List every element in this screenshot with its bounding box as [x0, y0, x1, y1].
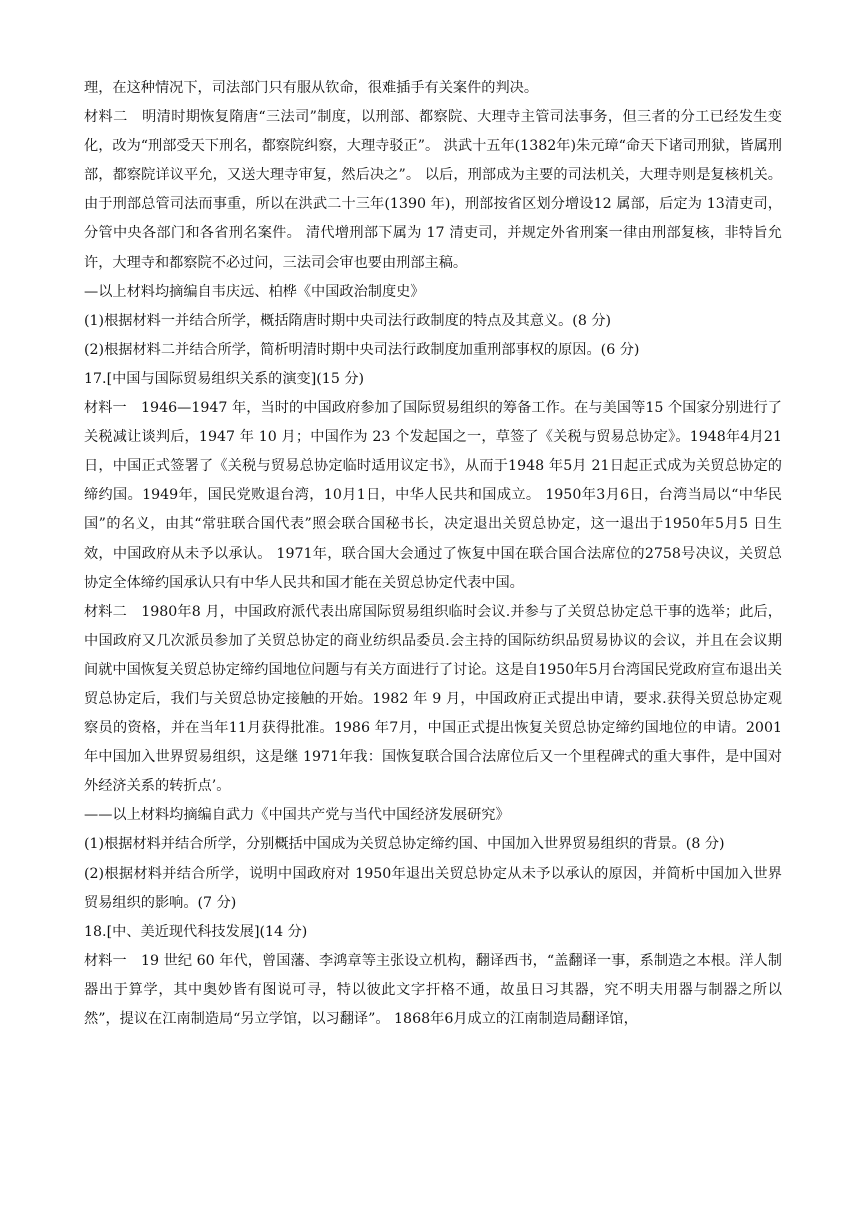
paragraph: 材料二 明清时期恢复隋唐“三法司”制度，以刑部、都察院、大理寺主管司法事务，但三者的分工已经发生变化，改为“刑部受天下刑名，都察院纠察，大理寺驳正”。 洪武十五年(1382年)朱元璋“命天下诸司刑狱，皆属刑部，都察院详议平允，又送大理寺审复，然后决之”。 以后，刑部成为主要的司法机关，大理寺则是复核机关。 由于刑部总管司法而事重，所以在洪武二十三年(1390 年)，刑部按省区划分增设12 属部，后定为 13清吏司，分管中央各部门和各省刑名案件。 清代增刑部下属为 17 清吏司，并规定外省刑案一律由刑部复核，非特旨允许，大理寺和都察院不必过问，三法司会审也要由刑部主稿。 [84, 109, 782, 271]
source-citation: ——以上材料均摘编自武力《中国共产党与当代中国经济发展研究》 [84, 807, 510, 824]
source-citation: —以上材料均摘编自韦庆远、柏桦《中国政治制度史》 [84, 283, 425, 300]
question: (2)根据材料二并结合所学，简析明清时期中央司法行政制度加重刑部事权的原因。(6 分) [84, 341, 640, 358]
paragraph: 理，在这种情况下，司法部门只有服从钦命，很难插手有关案件的判决。 [84, 80, 539, 96]
paragraph: 材料二 1980年8 月，中国政府派代表出席国际贸易组织临时会议.并参与了关贸总协定总干事的选举；此后，中国政府又几次派员参加了关贸总协定的商业纺织品委员.会主持的国际纺织品贸易协议的会议，并且在会议期间就中国恢复关贸总协定缔约国地位问题与有关方面进行了讨论。这是自1950年5月台湾国民党政府宣布退出关贸总协定后，我们与关贸总协定接触的开始。1982 年 9 月，中国政府正式提出申请，要求.获得关贸总协定观察员的资格，并在当年11月获得批准。1986 年7月，中国正式提出恢复关贸总协定缔约国地位的申请。2001年中国加入世界贸易组织，这是继 1971年我：国恢复联合国合法席位后又一个里程碑式的重大事件，是中国对外经济关系的转折点’。 [84, 603, 782, 795]
section-heading: 18.[中、美近现代科技发展](14 分) [84, 923, 308, 940]
question: (2)根据材料并结合所学，说明中国政府对 1950年退出关贸总协定从未予以承认的原因，并简析中国加入世界贸易组织的影响。(7 分) [84, 865, 782, 911]
document-page [84, 74, 782, 1034]
question: (1)根据材料一并结合所学，概括隋唐时期中央司法行政制度的特点及其意义。(8 分) [84, 312, 612, 329]
paragraph: 材料一 19 世纪 60 年代，曾国藩、李鸿章等主张设立机构，翻译西书，“盖翻译一事，系制造之本根。洋人制器出于算学，其中奥妙皆有图说可寻，特以彼此文字扞格不通，故虽日习其器，究不明夫用器与制器之所以然”，提议在江南制造局“另立学馆，以习翻译”。 1868年6月成立的江南制造局翻译馆， [84, 952, 782, 1027]
question: (1)根据材料并结合所学，分别概括中国成为关贸总协定缔约国、中国加入世界贸易组织的背景。(8 分) [84, 836, 725, 853]
section-heading: 17.[中国与国际贸易组织关系的演变](15 分) [84, 370, 365, 387]
paragraph: 材料一 1946—1947 年，当时的中国政府参加了国际贸易组织的筹备工作。在与美国等15 个国家分别进行了关税减让谈判后，1947 年 10 月；中国作为 23 个发起国之一，草签了《关税与贸易总协定》。1948年4月21日，中国正式签署了《关税与贸易总协定临时适用议定书》，从而于1948 年5月 21日起正式成为关贸总协定的缔约国。1949年，国民党败退台湾，10月1日，中华人民共和国成立。 1950年3月6日，台湾当局以“中华民国”的名义，由其“常驻联合国代表”照会联合国秘书长，决定退出关贸总协定，这一退出于1950年5月5 日生效，中国政府从未予以承认。 1971年，联合国大会通过了恢复中国在联合国合法席位的2758号决议，关贸总协定全体缔约国承认只有中华人民共和国才能在关贸总协定代表中国。 [84, 400, 782, 591]
